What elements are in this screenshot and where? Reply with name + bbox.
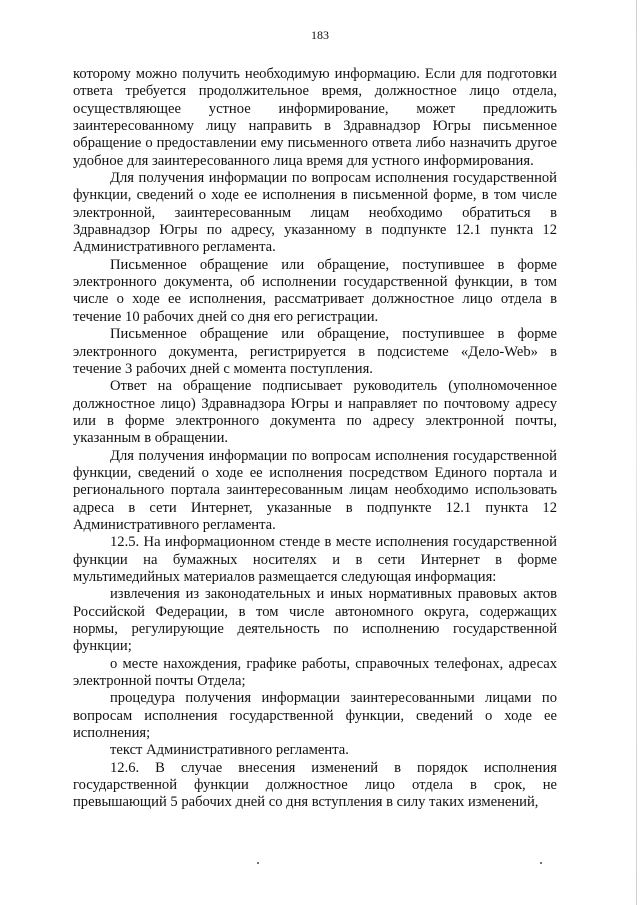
list-item-procedure: процедура получения информации заинтересованными лицами по вопросам исполнения государственной функции, сведений о ходе ее исполнения; bbox=[73, 690, 557, 742]
paragraph-section-12-6: 12.6. В случае внесения изменений в порядок исполнения государственной функции должностное лицо отдела в срок, не превышающий 5 рабочих дней со дня вступления в силу таких изменений, bbox=[73, 759, 557, 811]
paragraph-continuation: которому можно получить необходимую информацию. Если для подготовки ответа требуется продолжительное время, должностное лицо отдела, осуществляющее устное информирование, может предложить заинтересованному лицу направить в Здравнадзор Югры письменное обращение о предоставлении ему письменного ответа либо назначить другое удобное для заинтересованного лица время для устного информирования. bbox=[73, 66, 557, 169]
paragraph-review-period: Письменное обращение или обращение, поступившее в форме электронного документа, об исполнении государственной функции, в том числе о ходе ее исполнения, рассматривает должностное лицо отдела в течение 10 рабочих дней со дня его регистрации. bbox=[73, 256, 557, 325]
page-number: 183 bbox=[311, 28, 329, 42]
scan-dot bbox=[257, 862, 259, 864]
scan-dot bbox=[540, 862, 542, 864]
paragraph-section-12-5: 12.5. На информационном стенде в месте исполнения государственной функции на бумажных носителях и в сети Интернет в форме мультимедийных материалов размещается следующая информация: bbox=[73, 534, 557, 585]
document-body bbox=[73, 66, 557, 812]
list-item-location-contacts: о месте нахождения, графике работы, справочных телефонах, адресах электронной почты Отдела; bbox=[73, 655, 557, 690]
paragraph-response-signature: Ответ на обращение подписывает руководитель (уполномоченное должностное лицо) Здравнадзора Югры и направляет по почтовому адресу или в форме электронного документа по адресу электронной почты, указанным в обращении. bbox=[73, 378, 557, 447]
list-item-regulation-text: текст Административного регламента. bbox=[110, 742, 349, 759]
scan-edge-shadow bbox=[636, 0, 637, 905]
paragraph-written-request-info: Для получения информации по вопросам исполнения государственной функции, сведений о ходе ее исполнения в письменной форме, в том числе электронной, заинтересованным лицам необходимо обратиться в Здравнадзор Югры по адресу, указанному в подпункте 12.1 пункта 12 Административного регламента. bbox=[73, 170, 557, 256]
paragraph-portal-info: Для получения информации по вопросам исполнения государственной функции, сведений о ходе ее исполнения посредством Единого портала и регионального портала заинтересованным лицам необходимо использовать адреса в сети Интернет, указанные в подпункте 12.1 пункта 12 Административного регламента. bbox=[73, 447, 557, 533]
list-item-legal-extracts: извлечения из законодательных и иных нормативных правовых актов Российской Федерации, в том числе автономного округа, содержащих нормы, регулирующие деятельность по исполнению государственной функции; bbox=[73, 586, 557, 655]
paragraph-registration: Письменное обращение или обращение, поступившее в форме электронного документа, регистрируется в подсистеме «Дело-Web» в течение 3 рабочих дней с момента поступления. bbox=[73, 326, 557, 377]
